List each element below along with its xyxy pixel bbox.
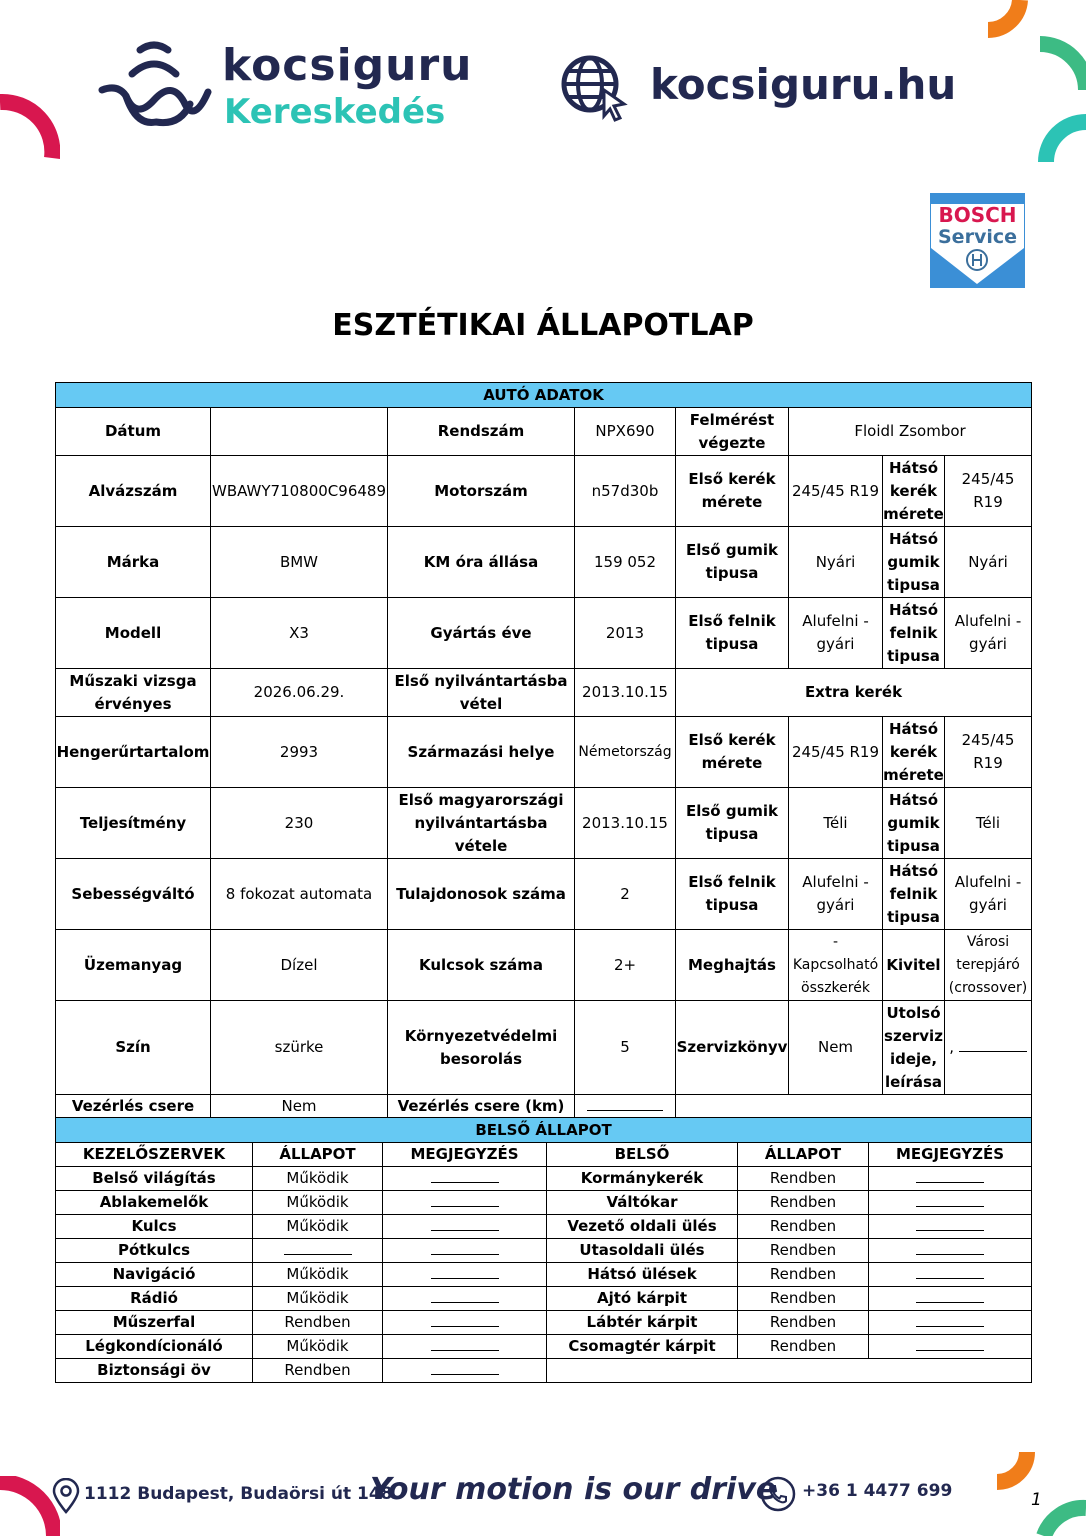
blank-line — [916, 1170, 984, 1183]
corner-decoration-top-left — [0, 90, 60, 160]
extra-elso-kerek-label: Első kerék mérete — [676, 717, 789, 788]
vezerles-km-value — [575, 1095, 676, 1119]
table-row — [56, 1359, 1032, 1383]
muszaki-value: 2026.06.29. — [211, 669, 388, 717]
szin-label: Szín — [56, 1001, 211, 1095]
footer-phone: +36 1 4477 699 — [802, 1481, 953, 1501]
uzemanyag-label: Üzemanyag — [56, 930, 211, 1001]
szervizkonyv-label: Szervizkönyv — [676, 1001, 789, 1095]
right-item-name: Kormánykerék — [547, 1167, 738, 1191]
website-text: kocsiguru.hu — [650, 60, 957, 109]
right-item-name: Csomagtér kárpit — [547, 1335, 738, 1359]
elso-nyilv-value: 2013.10.15 — [575, 669, 676, 717]
right-item-state: Rendben — [738, 1335, 869, 1359]
alvaz-value: WBAWY710800C96489 — [211, 456, 388, 527]
elso-nyilv-label: Első nyilvántartásba vétel — [388, 669, 575, 717]
corner-decoration-top-right — [980, 0, 1086, 165]
right-item-note — [869, 1335, 1032, 1359]
blank-line — [916, 1338, 984, 1351]
left-item-name: Biztonsági öv — [56, 1359, 253, 1383]
kivitel-label: Kivitel — [883, 930, 945, 1001]
felmeres-value: Floidl Zsombor — [789, 408, 1032, 456]
table-row — [56, 1263, 1032, 1287]
alvaz-label: Alvázszám — [56, 456, 211, 527]
vezerles-label: Vezérlés csere — [56, 1095, 211, 1119]
left-item-note — [383, 1359, 547, 1383]
kulcs-value: 2+ — [575, 930, 676, 1001]
left-item-name: Belső világítás — [56, 1167, 253, 1191]
right-item-note — [869, 1287, 1032, 1311]
modell-value: X3 — [211, 598, 388, 669]
utolso-szerviz-value: , — [949, 1038, 959, 1056]
right-item-name: Ajtó kárpit — [547, 1287, 738, 1311]
col-header-allapot-2: ÁLLAPOT — [738, 1143, 869, 1167]
left-item-note — [383, 1263, 547, 1287]
blank-line — [916, 1290, 984, 1303]
blank-line — [431, 1170, 499, 1183]
szin-value: szürke — [211, 1001, 388, 1095]
table-row — [56, 1239, 1032, 1263]
extra-hatso-felni-value: Alufelni - gyári — [945, 859, 1032, 930]
szarmazas-label: Származási helye — [388, 717, 575, 788]
empty-cell — [676, 1095, 1032, 1119]
right-item-state: Rendben — [738, 1287, 869, 1311]
gyartas-value: 2013 — [575, 598, 676, 669]
location-pin-icon — [52, 1478, 80, 1514]
right-item-note — [869, 1263, 1032, 1287]
meghajtas-label: Meghajtás — [676, 930, 789, 1001]
right-item-note — [869, 1239, 1032, 1263]
col-header-megjegyzes-2: MEGJEGYZÉS — [869, 1143, 1032, 1167]
teljesitmeny-value: 230 — [211, 788, 388, 859]
sebesseg-label: Sebességváltó — [56, 859, 211, 930]
felmeres-label: Felmérést végezte — [676, 408, 789, 456]
right-item-name: Váltókar — [547, 1191, 738, 1215]
km-value: 159 052 — [575, 527, 676, 598]
blank-line — [916, 1242, 984, 1255]
extra-kerek-label: Extra kerék — [676, 669, 1032, 717]
left-item-note — [383, 1215, 547, 1239]
table-row — [56, 1311, 1032, 1335]
extra-elso-felni-label: Első felnik tipusa — [676, 859, 789, 930]
globe-cursor-icon — [560, 54, 630, 124]
datum-value — [211, 408, 388, 456]
hatso-felni-value: Alufelni - gyári — [945, 598, 1032, 669]
kocsiguru-logo-icon — [96, 40, 216, 130]
left-item-note — [383, 1167, 547, 1191]
blank-line — [431, 1338, 499, 1351]
left-item-state: Rendben — [253, 1311, 383, 1335]
right-item-name: Hátsó ülések — [547, 1263, 738, 1287]
motor-label: Motorszám — [388, 456, 575, 527]
vezerles-km-blank — [587, 1098, 663, 1111]
table-row — [56, 1191, 1032, 1215]
empty-cell — [547, 1359, 1032, 1383]
blank-line — [916, 1194, 984, 1207]
blank-line — [431, 1242, 499, 1255]
modell-label: Modell — [56, 598, 211, 669]
interior-header: BELSŐ ÁLLAPOT — [56, 1118, 1032, 1143]
col-header-belso: BELSŐ — [547, 1143, 738, 1167]
henger-label: Hengerűrtartalom — [56, 717, 211, 788]
logo-main-text: kocsiguru — [222, 40, 473, 91]
col-header-kezeloszervek: KEZELŐSZERVEK — [56, 1143, 253, 1167]
elso-gumi-value: Nyári — [789, 527, 883, 598]
rendszam-value: NPX690 — [575, 408, 676, 456]
right-item-state: Rendben — [738, 1191, 869, 1215]
left-item-state: Rendben — [253, 1359, 383, 1383]
blank-line — [916, 1218, 984, 1231]
left-item-state: Működik — [253, 1263, 383, 1287]
utolso-szerviz-label: Utolsó szerviz ideje, leírása — [883, 1001, 945, 1095]
left-item-state: Működik — [253, 1335, 383, 1359]
right-item-state: Rendben — [738, 1311, 869, 1335]
left-item-note — [383, 1335, 547, 1359]
extra-hatso-kerek-label: Hátsó kerék mérete — [883, 717, 945, 788]
vezerles-km-label: Vezérlés csere (km) — [388, 1095, 575, 1119]
extra-hatso-gumi-label: Hátsó gumik tipusa — [883, 788, 945, 859]
szervizkonyv-value: Nem — [789, 1001, 883, 1095]
right-item-name: Vezető oldali ülés — [547, 1215, 738, 1239]
blank-line — [431, 1266, 499, 1279]
hatso-felni-label: Hátsó felnik tipusa — [883, 598, 945, 669]
table-row — [56, 1167, 1032, 1191]
left-item-note — [383, 1287, 547, 1311]
left-item-name: Kulcs — [56, 1215, 253, 1239]
table-row — [56, 1215, 1032, 1239]
interior-table — [55, 1117, 1032, 1383]
elso-magyar-value: 2013.10.15 — [575, 788, 676, 859]
table-row — [56, 1335, 1032, 1359]
left-item-name: Rádió — [56, 1287, 253, 1311]
hatso-kerek-label: Hátsó kerék mérete — [883, 456, 945, 527]
extra-hatso-kerek-value: 245/45 R19 — [945, 717, 1032, 788]
blank-line — [431, 1362, 499, 1375]
sebesseg-value: 8 fokozat automata — [211, 859, 388, 930]
uzemanyag-value: Dízel — [211, 930, 388, 1001]
elso-felni-value: Alufelni - gyári — [789, 598, 883, 669]
blank-line — [916, 1266, 984, 1279]
bosch-logo-line1: BOSCH — [938, 203, 1017, 227]
right-item-note — [869, 1167, 1032, 1191]
rendszam-label: Rendszám — [388, 408, 575, 456]
left-item-state: Működik — [253, 1167, 383, 1191]
right-item-note — [869, 1215, 1032, 1239]
hatso-gumi-value: Nyári — [945, 527, 1032, 598]
elso-kerek-value: 245/45 R19 — [789, 456, 883, 527]
right-item-state: Rendben — [738, 1215, 869, 1239]
page-number: 1 — [1031, 1490, 1042, 1510]
left-item-name: Ablakemelők — [56, 1191, 253, 1215]
henger-value: 2993 — [211, 717, 388, 788]
extra-elso-kerek-value: 245/45 R19 — [789, 717, 883, 788]
corner-decoration-bottom-left — [0, 1476, 60, 1536]
left-item-state — [253, 1239, 383, 1263]
blank-line — [284, 1242, 352, 1255]
km-label: KM óra állása — [388, 527, 575, 598]
motor-value: n57d30b — [575, 456, 676, 527]
hatso-kerek-value: 245/45 R19 — [945, 456, 1032, 527]
right-item-name: Utasoldali ülés — [547, 1239, 738, 1263]
extra-elso-felni-value: Alufelni - gyári — [789, 859, 883, 930]
kulcs-label: Kulcsok száma — [388, 930, 575, 1001]
right-item-state: Rendben — [738, 1263, 869, 1287]
right-item-state: Rendben — [738, 1239, 869, 1263]
elso-felni-label: Első felnik tipusa — [676, 598, 789, 669]
datum-label: Dátum — [56, 408, 211, 456]
marka-value: BMW — [211, 527, 388, 598]
table-row — [56, 1287, 1032, 1311]
elso-gumi-label: Első gumik tipusa — [676, 527, 789, 598]
gyartas-label: Gyártás éve — [388, 598, 575, 669]
kivitel-value: Városi terepjáró (crossover) — [945, 930, 1032, 1001]
utolso-szerviz-cell — [945, 1001, 1032, 1095]
blank-line — [431, 1218, 499, 1231]
left-item-name: Légkondícionáló — [56, 1335, 253, 1359]
tulaj-label: Tulajdonosok száma — [388, 859, 575, 930]
utolso-szerviz-blank — [959, 1039, 1027, 1052]
right-item-note — [869, 1191, 1032, 1215]
blank-line — [431, 1314, 499, 1327]
footer-address: 1112 Budapest, Budaörsi út 148. — [84, 1484, 399, 1504]
kornyezet-value: 5 — [575, 1001, 676, 1095]
col-header-allapot: ÁLLAPOT — [253, 1143, 383, 1167]
blank-line — [431, 1194, 499, 1207]
left-item-note — [383, 1239, 547, 1263]
left-item-note — [383, 1311, 547, 1335]
extra-elso-gumi-value: Téli — [789, 788, 883, 859]
footer-slogan: Your motion is our drive — [370, 1472, 777, 1507]
teljesitmeny-label: Teljesítmény — [56, 788, 211, 859]
blank-line — [916, 1314, 984, 1327]
car-data-table — [55, 382, 1032, 1119]
bosch-service-logo — [930, 193, 1025, 288]
kornyezet-label: Környezetvédelmi besorolás — [388, 1001, 575, 1095]
logo-sub-text: Kereskedés — [224, 92, 446, 132]
marka-label: Márka — [56, 527, 211, 598]
bosch-logo-line2: Service — [938, 226, 1017, 248]
tulaj-value: 2 — [575, 859, 676, 930]
muszaki-label: Műszaki vizsga érvényes — [56, 669, 211, 717]
left-item-name: Navigáció — [56, 1263, 253, 1287]
meghajtas-value: - Kapcsolható összkerék — [789, 930, 883, 1001]
extra-hatso-felni-label: Hátsó felnik tipusa — [883, 859, 945, 930]
right-item-note — [869, 1311, 1032, 1335]
left-item-state: Működik — [253, 1191, 383, 1215]
right-item-state: Rendben — [738, 1167, 869, 1191]
car-data-header: AUTÓ ADATOK — [56, 383, 1032, 408]
blank-line — [431, 1290, 499, 1303]
vezerles-value: Nem — [211, 1095, 388, 1119]
szarmazas-value: Németország — [575, 717, 676, 788]
elso-kerek-label: Első kerék mérete — [676, 456, 789, 527]
extra-hatso-gumi-value: Téli — [945, 788, 1032, 859]
left-item-state: Működik — [253, 1287, 383, 1311]
phone-icon — [760, 1476, 796, 1512]
elso-magyar-label: Első magyarországi nyilvántartásba vétele — [388, 788, 575, 859]
col-header-megjegyzes: MEGJEGYZÉS — [383, 1143, 547, 1167]
left-item-state: Működik — [253, 1215, 383, 1239]
left-item-note — [383, 1191, 547, 1215]
page-title: ESZTÉTIKAI ÁLLAPOTLAP — [332, 308, 754, 343]
right-item-name: Lábtér kárpit — [547, 1311, 738, 1335]
hatso-gumi-label: Hátsó gumik tipusa — [883, 527, 945, 598]
left-item-name: Műszerfal — [56, 1311, 253, 1335]
extra-elso-gumi-label: Első gumik tipusa — [676, 788, 789, 859]
left-item-name: Pótkulcs — [56, 1239, 253, 1263]
